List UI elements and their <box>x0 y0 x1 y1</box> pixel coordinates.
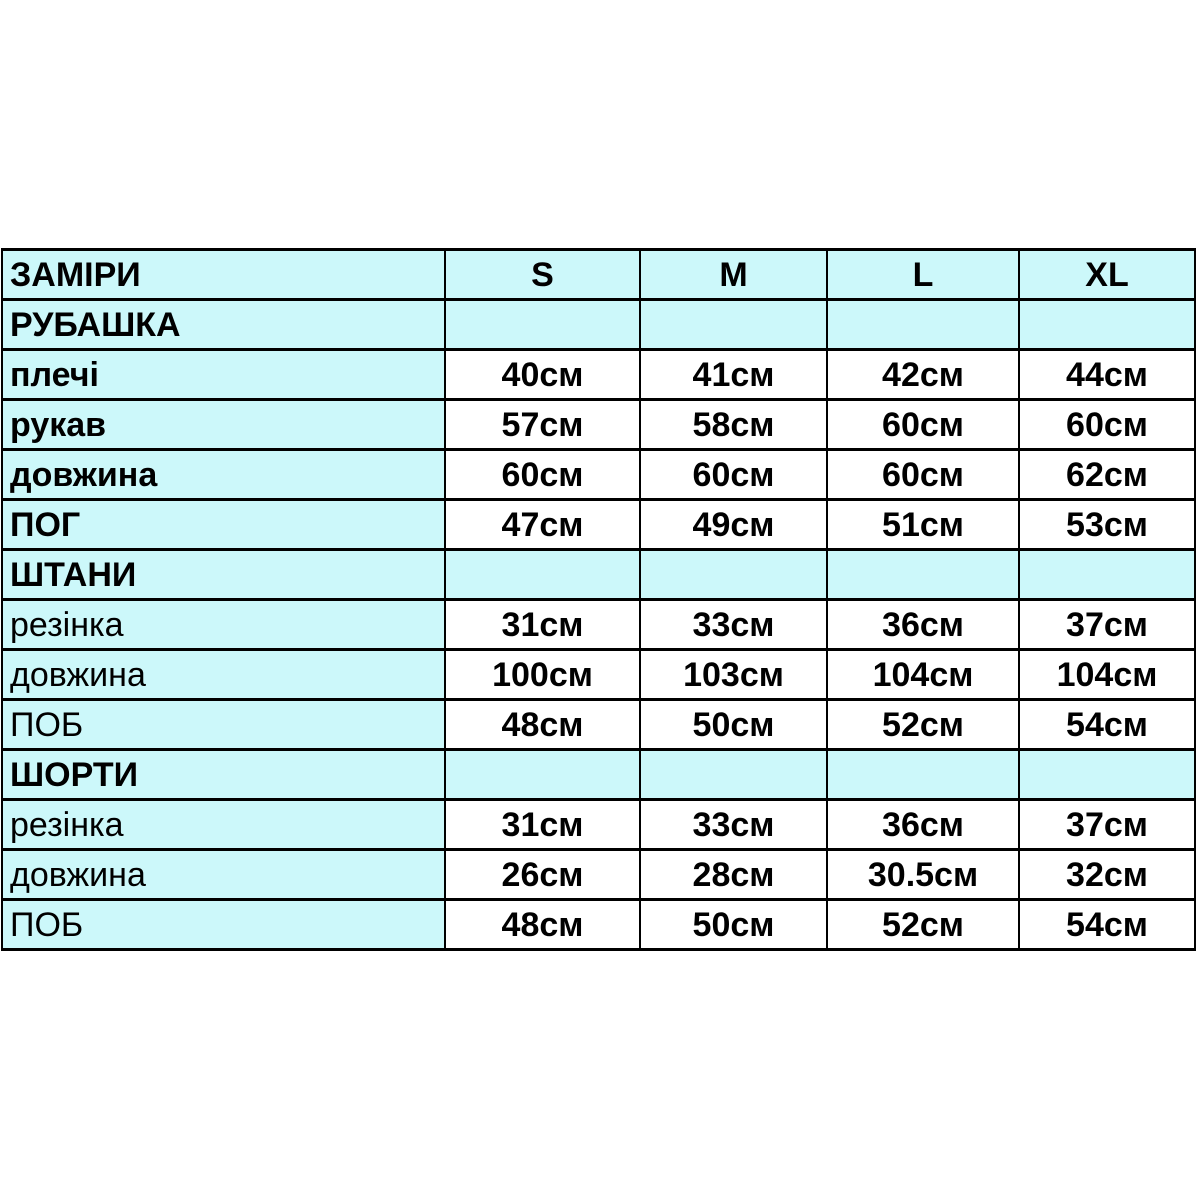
value-cell: 28см <box>640 850 827 900</box>
table-row <box>2 700 1195 750</box>
row-label: довжина <box>2 450 445 500</box>
section-empty-cell <box>445 550 640 600</box>
section-row-shtany <box>2 550 1195 600</box>
row-label: ПОБ <box>2 900 445 950</box>
value-cell: 103см <box>640 650 827 700</box>
table-row <box>2 500 1195 550</box>
value-cell: 57см <box>445 400 640 450</box>
value-cell: 33см <box>640 600 827 650</box>
section-title: ШТАНИ <box>2 550 445 600</box>
value-cell: 30.5см <box>827 850 1019 900</box>
value-cell: 53см <box>1019 500 1195 550</box>
value-cell: 104см <box>1019 650 1195 700</box>
value-cell: 44см <box>1019 350 1195 400</box>
row-label: рукав <box>2 400 445 450</box>
value-cell: 31см <box>445 600 640 650</box>
value-cell: 37см <box>1019 600 1195 650</box>
row-label: ПОГ <box>2 500 445 550</box>
section-empty-cell <box>827 300 1019 350</box>
value-cell: 42см <box>827 350 1019 400</box>
value-cell: 49см <box>640 500 827 550</box>
value-cell: 100см <box>445 650 640 700</box>
section-row-shorty <box>2 750 1195 800</box>
value-cell: 41см <box>640 350 827 400</box>
value-cell: 47см <box>445 500 640 550</box>
value-cell: 60см <box>827 450 1019 500</box>
section-row-rubashka <box>2 300 1195 350</box>
value-cell: 104см <box>827 650 1019 700</box>
value-cell: 48см <box>445 700 640 750</box>
value-cell: 37см <box>1019 800 1195 850</box>
table-row <box>2 800 1195 850</box>
row-label: ПОБ <box>2 700 445 750</box>
row-label: довжина <box>2 650 445 700</box>
section-empty-cell <box>640 550 827 600</box>
header-size-s: S <box>445 250 640 300</box>
row-label: довжина <box>2 850 445 900</box>
row-label: резінка <box>2 800 445 850</box>
section-empty-cell <box>1019 300 1195 350</box>
value-cell: 52см <box>827 700 1019 750</box>
header-size-m: M <box>640 250 827 300</box>
table-row <box>2 450 1195 500</box>
value-cell: 36см <box>827 600 1019 650</box>
value-cell: 50см <box>640 700 827 750</box>
table-row <box>2 650 1195 700</box>
value-cell: 31см <box>445 800 640 850</box>
section-empty-cell <box>1019 550 1195 600</box>
header-row <box>2 250 1195 300</box>
header-size-xl: XL <box>1019 250 1195 300</box>
section-empty-cell <box>445 300 640 350</box>
value-cell: 60см <box>640 450 827 500</box>
value-cell: 62см <box>1019 450 1195 500</box>
section-empty-cell <box>445 750 640 800</box>
row-label: резінка <box>2 600 445 650</box>
value-cell: 36см <box>827 800 1019 850</box>
table-row <box>2 900 1195 950</box>
value-cell: 33см <box>640 800 827 850</box>
section-empty-cell <box>640 750 827 800</box>
value-cell: 54см <box>1019 900 1195 950</box>
value-cell: 54см <box>1019 700 1195 750</box>
section-title: РУБАШКА <box>2 300 445 350</box>
value-cell: 48см <box>445 900 640 950</box>
value-cell: 50см <box>640 900 827 950</box>
value-cell: 58см <box>640 400 827 450</box>
value-cell: 32см <box>1019 850 1195 900</box>
section-title: ШОРТИ <box>2 750 445 800</box>
table-row <box>2 350 1195 400</box>
value-cell: 60см <box>445 450 640 500</box>
table-row <box>2 600 1195 650</box>
section-empty-cell <box>827 750 1019 800</box>
table-row <box>2 850 1195 900</box>
value-cell: 60см <box>1019 400 1195 450</box>
table-row <box>2 400 1195 450</box>
section-empty-cell <box>640 300 827 350</box>
value-cell: 52см <box>827 900 1019 950</box>
value-cell: 51см <box>827 500 1019 550</box>
section-empty-cell <box>827 550 1019 600</box>
value-cell: 26см <box>445 850 640 900</box>
section-empty-cell <box>1019 750 1195 800</box>
size-measurement-table <box>1 248 1196 951</box>
header-size-l: L <box>827 250 1019 300</box>
value-cell: 60см <box>827 400 1019 450</box>
header-measures-label: ЗАМІРИ <box>2 250 445 300</box>
value-cell: 40см <box>445 350 640 400</box>
row-label: плечі <box>2 350 445 400</box>
